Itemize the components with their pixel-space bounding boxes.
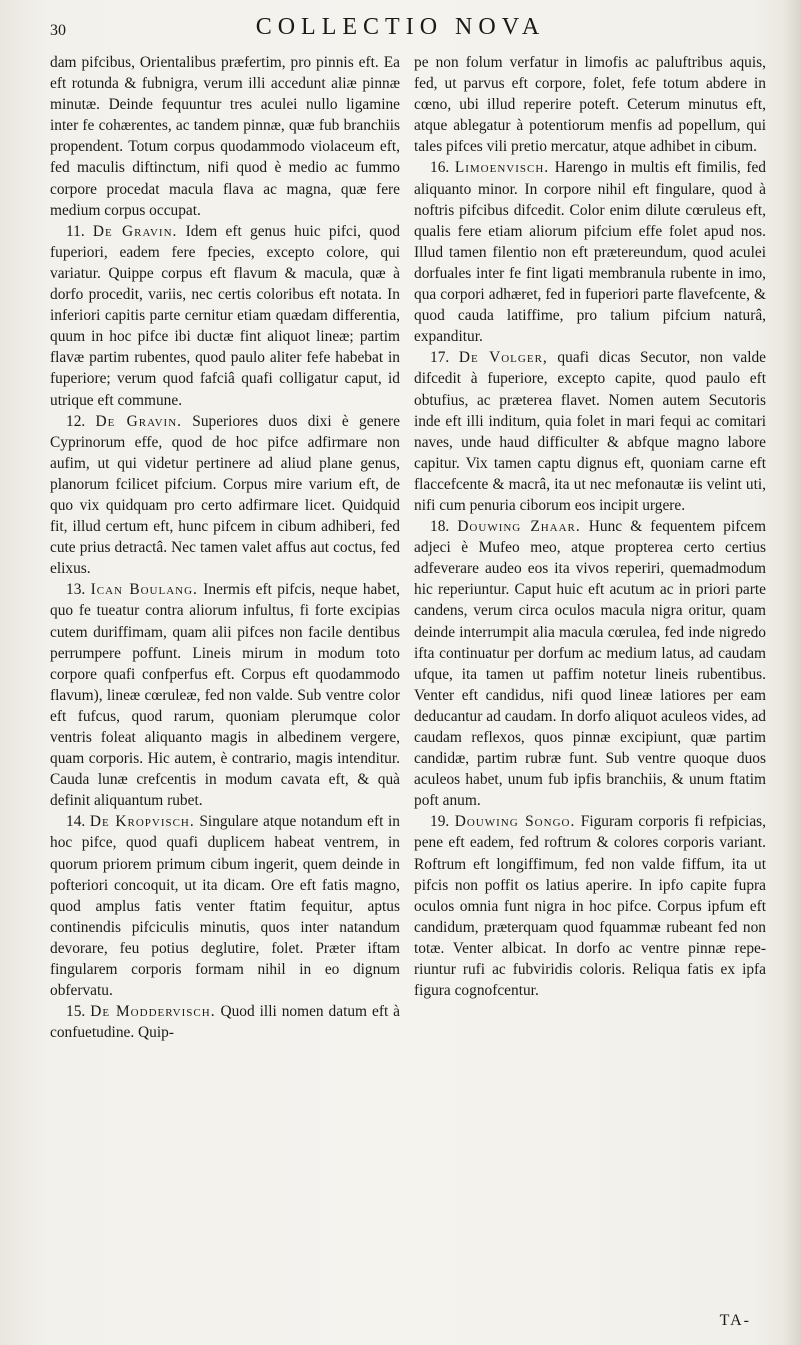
species-entry [50, 579, 400, 811]
entry-number: 12. [66, 412, 96, 430]
entry-text: Inermis eft pifcis, neque habet, quo fe tueatur contra aliorum infultus, fi forte excipias cutem duriffimam, quam alii pifces non facile dentibus perrumpere poffunt. Lineis mirum in modum toto corpore quafi confperfus eft. Corpus eft quodammodo flavum), lineæ cœruleæ, fed non valde. Sub ventre color eft fufcus, quod rarum, quoniam plerumque color ventris foleat aliquanto magis in albedinem vergere, quam corporis. Hic autem, è contrario, magis intenditur. Cauda lunæ crefcentis in modum cavata eft, & quà definit aliquantum rubet. [50, 581, 401, 810]
species-entry [50, 811, 400, 1001]
entry-heading: De Gravin. [92, 222, 178, 240]
page-number: 30 [50, 22, 66, 39]
entry-number: 19. [430, 813, 455, 831]
species-entry [50, 221, 400, 411]
running-head: COLLECTIO NOVA [255, 14, 546, 40]
entry-heading: De Moddervisch. [90, 1003, 216, 1021]
entry-heading: Ican Boulang. [90, 581, 198, 599]
entry-number: 16. [430, 159, 455, 177]
entry-text: Superiores duos dixi è genere Cyprinorum effe, quod de hoc pifce adfirmare non aufim, ut qui videtur pertinere ad aliud plane genus, planorum fcilicet pifcium. Corpus mire varium eft, de quo vix quidquam pro certo adfirmare licet. Quidquid fit, illud certum eft, hunc pifcem in cibum adhiberi, fed cute prius detractâ. Nec tamen valet affus aut coctus, fed elixus. [50, 412, 401, 578]
species-entry [414, 516, 766, 811]
entry-heading: Douwing Zhaar. [457, 518, 581, 536]
page-header [50, 14, 751, 48]
species-entry [50, 411, 400, 580]
entry-text: Hunc & fequentem pifcem adjeci è Mufeo meo, atque propterea certo certius adfeverare audeo eos ita vivos reperiri, quemadmodum hic reperiuntur. Caput huic eft acutum ac in priori parte candens, verum circa oculos macula nigra oritur, quam deinde interrumpit alia macula cœrulea, fed inde nigredo ifta continuatur per dorfum ac medium latus, ad caudam ufque, ita tamen ut paffim notetur lineis rubentibus. Venter eft candidus, nifi quod lineæ latiores per eam deducantur ad caudam. In dorfo aliquot aculeos vides, ad caudam reflexos, quos pinnæ excipiunt, quæ partim candidæ, partim rubræ funt. Sub ventre quoque duos aculeos habet, unum fub ipfis branchiis, & unum ftatim poft anum. [414, 518, 766, 810]
entry-text: Harengo in multis eft fimilis, fed aliquanto minor. In corpore nihil eft fingulare, quod à noftris pifcibus difcedit. Color enim dilute cœruleus eft, qualis fere etiam aliorum pifcium effe folet apud nos. Illud tamen filentio non eft prætereundum, quod aculei dorfuales inter fe fint ligati membranula rubente in imo, qua corpori adhæret, fed in fuperiori parte flavefcente, & quod cauda latiffime, pro talium pifcium naturâ, expanditur. [414, 159, 766, 346]
entry-text: quafi dicas Secutor, non valde difcedit à fuperiore, excepto capite, quod paulo eft obtufius, ac præterea flavet. Nomen autem Secutoris inde eft illi inditum, quia folet in mari fequi ac comitari naves, unde haud difficulter & abfque magno labore capitur. Vix tamen captu dignus eft, quoniam carne eft flaccefcente & macrâ, ita ut nec mefonautæ iis velint uti, nifi cum penuria ciborum eos incipit urgere. [414, 349, 766, 514]
entry-heading: De Volger, [458, 349, 548, 367]
entry-number: 13. [66, 581, 91, 599]
right-column [414, 52, 766, 1001]
entry-number: 18. [430, 518, 458, 536]
continued-paragraph: dam pifcibus, Orientalibus præfertim, pro pinnis eft. Ea eft rotunda & fubnigra, verum illi accedunt aliæ pinnæ minutæ. Deinde fequuntur tres aculei nullo ligamine inter fe cohærentes, ac tandem pinnæ, quæ fub branchiis propendent. Totum corpus quodammodo violaceum eft, fed maculis diftinctum, nifi quod è medio ac fummo corpore procedat macula flava ac magna, quæ fere medium corpus occupat. [50, 54, 400, 219]
entry-heading: De Kropvisch. [89, 813, 195, 831]
entry-text: Figuram corporis fi refpicias, pene eft eadem, fed roftrum & colores corporis variant. Roftrum eft longiffimum, fed non valde fiffum, ita ut pifcis non poffit os latius aperire. In ipfo capite fupra oculos omnia funt nigra in hoc pifce. Corpus ipfum eft candidum, præterquam quod fquammæ rubeant fed non totæ. Venter albicat. In dorfo ac ventre pinnæ repe-riuntur rufi ac fubviridis coloris. Reliqua fatis ex ipfa figura cognofcentur. [414, 813, 766, 1000]
catchword: TA- [719, 1312, 751, 1329]
entry-heading: Douwing Songo. [454, 813, 576, 831]
entry-number: 15. [66, 1003, 91, 1021]
page-edge-shadow [783, 0, 801, 1345]
entry-text: Quod illi nomen datum eft à confuetudine. Quip- [50, 1003, 401, 1042]
species-entry [50, 1001, 400, 1043]
species-entry [414, 347, 766, 516]
species-entry [414, 811, 766, 1001]
entry-number: 14. [66, 813, 90, 831]
entry-number: 11. [66, 222, 93, 240]
continued-paragraph: pe non folum verfatur in limofis ac paluftribus aquis, fed, ut parvus eft corpore, folet, fefe totum abdere in cœno, ubi illud reperire poteft. Ceterum minutus eft, atque ablegatur à potentiorum menfis ad popellum, qui tales pifces vili pretio mercatur, atque adhibet in cibum. [414, 54, 766, 156]
entry-number: 17. [430, 349, 459, 367]
entry-heading: Limoenvisch. [454, 159, 550, 177]
entry-heading: De Gravin. [95, 412, 182, 430]
entry-text: Singulare atque notandum eft in hoc pifce, quod quafi duplicem habeat ventrem, in quorum priorem primum cibum ingerit, quem deinde in pofteriori concoquit, ut ita dicam. Ore eft fatis magno, quod amplus fatis venter ftatim fequitur, aptus continendis pifciculis minutis, quos inter natandum devorare, feu potius deglutire, folet. Præter iftam fingularem corporis formam nihil in eo dignum obfervatu. [50, 813, 400, 1000]
left-column [50, 52, 400, 1043]
species-entry [414, 157, 766, 347]
entry-text: Idem eft genus huic pifci, quod fuperiori, eadem fere fpecies, excepto colore, qui variatur. Quippe corpus eft flavum & macula, quæ à dorfo procedit, variis, nec certis coloribus eft notata. In inferiori capitis parte cernitur etiam quædam differentia, quum in hoc pifce ibi ductæ fint aliquot lineæ; partim flavæ partim rubentes, quod paulo aliter fefe habebat in fuperiore; verum quod fafciâ quafi colligatur caput, id utrique eft commune. [50, 222, 400, 409]
